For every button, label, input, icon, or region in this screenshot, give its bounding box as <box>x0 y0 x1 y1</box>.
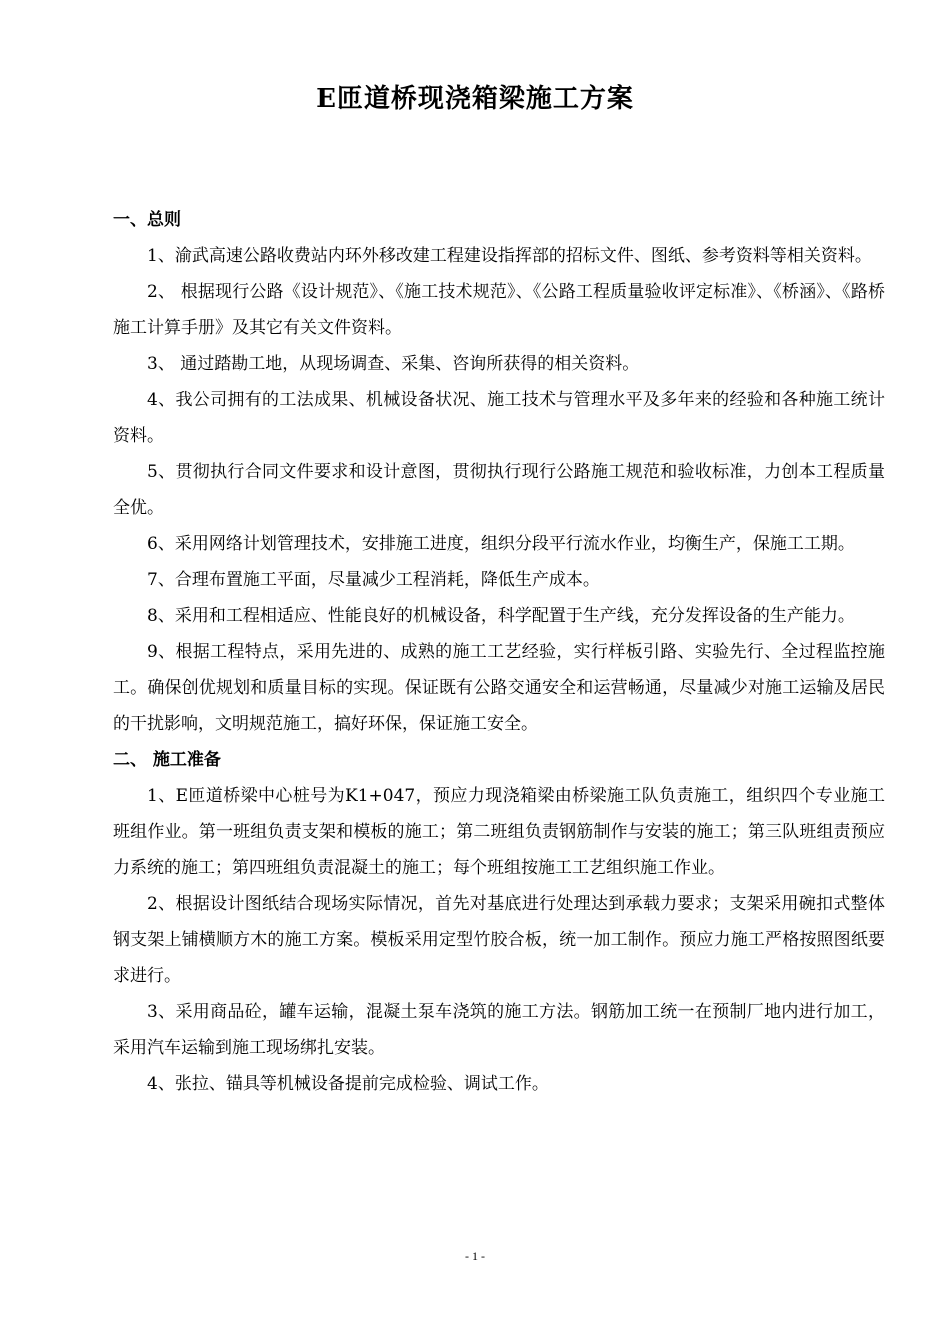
paragraph: 6、采用网络计划管理技术，安排施工进度，组织分段平行流水作业，均衡生产，保施工工期。 <box>147 534 855 554</box>
section-heading: 二、 施工准备 <box>113 750 221 770</box>
paragraph: 5、贯彻执行合同文件要求和设计意图，贯彻执行现行公路施工规范和验收标准，力创本工程质量全优。 <box>113 462 885 518</box>
paragraph: 2、根据设计图纸结合现场实际情况，首先对基底进行处理达到承载力要求；支架采用碗扣式整体钢支架上铺横顺方木的施工方案。模板采用定型竹胶合板，统一加工制作。预应力施工严格按照图纸要求进行。 <box>113 894 885 986</box>
document-body <box>113 202 885 1102</box>
paragraph: 4、张拉、锚具等机械设备提前完成检验、调试工作。 <box>147 1074 549 1094</box>
paragraph: 4、我公司拥有的工法成果、机械设备状况、施工技术与管理水平及多年来的经验和各种施工统计资料。 <box>113 390 885 446</box>
paragraph: 9、根据工程特点，采用先进的、成熟的施工工艺经验，实行样板引路、实验先行、全过程监控施工。确保创优规划和质量目标的实现。保证既有公路交通安全和运营畅通，尽量减少对施工运输及居民的干扰影响，文明规范施工，搞好环保，保证施工安全。 <box>113 642 885 734</box>
paragraph: 3、采用商品砼，罐车运输，混凝土泵车浇筑的施工方法。钢筋加工统一在预制厂地内进行加工，采用汽车运输到施工现场绑扎安装。 <box>113 1002 885 1058</box>
document-title: E匝道桥现浇箱梁施工方案 <box>316 84 634 114</box>
paragraph: 1、渝武高速公路收费站内环外移改建工程建设指挥部的招标文件、图纸、参考资料等相关资料。 <box>147 246 872 266</box>
paragraph: 2、 根据现行公路《设计规范》、《施工技术规范》、《公路工程质量验收评定标准》、《桥涵》、《路桥施工计算手册》及其它有关文件资料。 <box>113 282 885 338</box>
paragraph: 3、 通过踏勘工地，从现场调查、采集、咨询所获得的相关资料。 <box>147 354 640 374</box>
paragraph: 1、E匝道桥梁中心桩号为K1+047，预应力现浇箱梁由桥梁施工队负责施工，组织四个专业施工班组作业。第一班组负责支架和模板的施工；第二班组负责钢筋制作与安装的施工；第三队班组责预应力系统的施工；第四班组负责混凝土的施工；每个班组按施工工艺组织施工作业。 <box>113 786 885 878</box>
section-general <box>113 202 885 742</box>
paragraph: 7、合理布置施工平面，尽量减少工程消耗，降低生产成本。 <box>147 570 600 590</box>
section-preparation <box>113 742 885 1102</box>
paragraph: 8、采用和工程相适应、性能良好的机械设备，科学配置于生产线，充分发挥设备的生产能力。 <box>147 606 855 626</box>
section-heading: 一、总则 <box>113 210 181 230</box>
page-number: - 1 - <box>465 1249 485 1263</box>
